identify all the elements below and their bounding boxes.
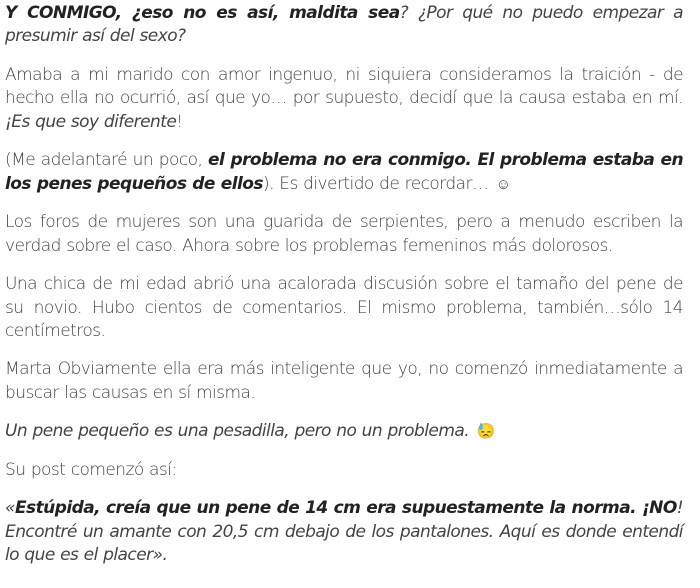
sweat-emoji-icon: 😓 xyxy=(476,422,495,441)
paragraph-2 xyxy=(5,64,683,134)
italic-text: ? ¿Por qué no puedo empezar a presumir así del sexo? xyxy=(5,3,683,47)
emphasis-text: el problema no era conmigo. El problema estaba en los penes pequeños de ellos xyxy=(5,150,683,194)
body-text: Amaba a mi marido con amor ingenuo, ni siquiera consideramos la traición - de hecho ella no ocurrió, así que yo… por supuesto, decidí que la causa estaba en mí. xyxy=(5,64,683,109)
paragraph-1 xyxy=(5,2,683,49)
paragraph-3 xyxy=(5,149,683,196)
paragraph-9 xyxy=(5,497,683,567)
paragraph-8 xyxy=(5,459,683,482)
body-text: Su post comenzó así: xyxy=(5,459,177,480)
paragraph-7 xyxy=(5,420,683,443)
emphasis-text: Estúpida, creía que un pene de 14 cm era supuestamente la norma. ¡NO xyxy=(14,498,677,519)
paragraph-6 xyxy=(5,358,683,405)
body-text: Los foros de mujeres son una guarida de serpientes, pero a menudo escriben la verdad sobre el caso. Ahora sobre los problemas femeninos más dolorosos. xyxy=(5,212,683,256)
italic-text: ! Encontré un amante con 20,5 cm debajo de los pantalones. Aquí es donde entendí lo que es el placer». xyxy=(5,498,683,566)
emphasis-text: Y CONMIGO, ¿eso no es así, maldita sea xyxy=(5,3,400,23)
body-text: ). Es divertido de recordar… xyxy=(262,173,494,194)
body-text: ! xyxy=(176,111,183,132)
paragraph-4 xyxy=(5,211,683,258)
body-text: Una chica de mi edad abrió una acalorada discusión sobre el tamaño del pene de su novio. Hubo cientos de comentarios. El mismo problema, también…sólo 14 centímetros. xyxy=(5,274,683,341)
smile-emoji-icon: ☺ xyxy=(495,174,511,193)
body-text: (Me adelantaré un poco, xyxy=(5,150,209,171)
italic-text: ¡Es que soy diferente xyxy=(5,111,177,132)
italic-text: Un pene pequeño es una pesadilla, pero no un problema. xyxy=(5,421,475,442)
article-body xyxy=(0,2,689,568)
body-text: Marta Obviamente ella era más inteligente que yo, no comenzó inmediatamente a buscar las causas en sí misma. xyxy=(5,359,683,403)
paragraph-5 xyxy=(5,273,683,343)
quote-mark: « xyxy=(5,498,15,519)
